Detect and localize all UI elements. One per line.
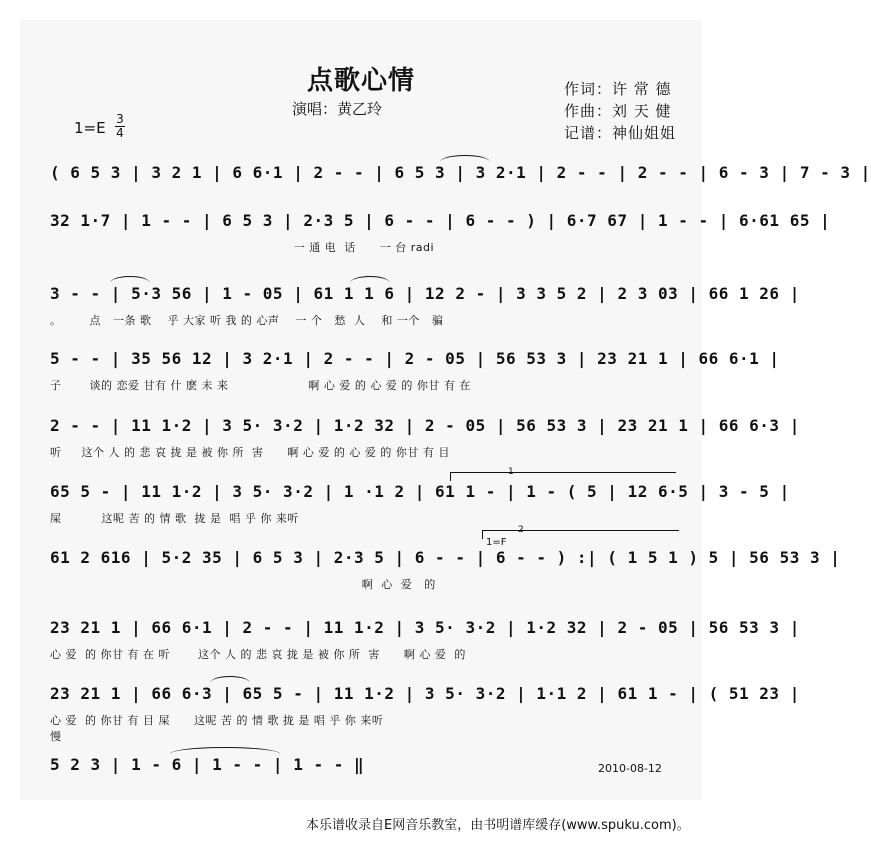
transcriber-credit: 记谱：神仙姐姐 — [564, 124, 677, 142]
time-signature-top: 3 — [116, 112, 124, 126]
singer-credit: 演唱：黄乙玲 — [292, 100, 383, 118]
second-ending-label: 2 — [518, 525, 524, 535]
key-change: 1=F — [486, 537, 507, 548]
second-ending-bracket — [482, 530, 679, 539]
composer-credit: 作曲：刘 天 健 — [564, 102, 672, 120]
time-signature-bottom: 4 — [116, 126, 124, 140]
notation-line: ( 6 5 3 | 3 2 1 | 6 6·1 | 2 - - | 6 5 3 | 3 2·1 | 2 - - | 2 - - | 6 - 3 | 7 - 3 | — [50, 163, 871, 182]
lyric-line — [50, 783, 680, 799]
lyricist-credit: 作词：许 常 德 — [564, 80, 672, 98]
date-stamp: 2010-08-12 — [598, 762, 662, 775]
lyric-line: 心 爱 的 你甘 有 目 屎 这呢 苦 的 情 歌 拢 是 唱 乎 你 来听 — [50, 714, 384, 727]
notation-line: 5 - - | 35 56 12 | 3 2·1 | 2 - - | 2 - 05 | 56 53 3 | 23 21 1 | 66 6·1 | — [50, 349, 780, 368]
tie-arc — [170, 747, 280, 754]
lyric-line: 。 点 一条 歌 乎 大家 听 我 的 心声 一 个 愁 人 和 一个 骗 — [50, 314, 444, 327]
tie-arc — [350, 276, 390, 283]
notation-line: 5 2 3 | 1 - 6 | 1 - - | 1 - - ‖ — [50, 755, 365, 774]
key-signature: 1=E — [74, 119, 106, 137]
lyric-line-tempo: 慢 — [50, 730, 62, 743]
tie-arc — [210, 676, 250, 683]
tie-arc — [110, 276, 150, 283]
lyric-line: 听 这个 人 的 悲 哀 拢 是 被 你 所 害 啊 心 爱 的 心 爱 的 你甘 有 目 — [50, 446, 450, 459]
notation-line: 65 5 - | 11 1·2 | 3 5· 3·2 | 1 ·1 2 | 61 1 - | 1 - ( 5 | 12 6·5 | 3 - 5 | — [50, 482, 790, 501]
lyric-line: 子 谈的 恋爱 甘有 什 麽 未 来 啊 心 爱 的 心 爱 的 你甘 有 在 — [50, 379, 471, 392]
notation-line: 3 - - | 5·3 56 | 1 - 05 | 61 1 1 6 | 12 2 - | 3 3 5 2 | 2 3 03 | 66 1 26 | — [50, 284, 800, 303]
lyric-line: 一 通 电 话 一 台 radi — [50, 241, 435, 254]
time-signature — [114, 114, 126, 139]
song-title: 点歌心情 — [306, 66, 415, 96]
score-sheet — [20, 20, 871, 800]
notation-line: 2 - - | 11 1·2 | 3 5· 3·2 | 1·2 32 | 2 - 05 | 56 53 3 | 23 21 1 | 66 6·3 | — [50, 416, 800, 435]
lyric-line: 屎 这呢 苦 的 情 歌 拢 是 唱 乎 你 来听 — [50, 512, 299, 525]
first-ending-label: 1 — [508, 467, 514, 477]
tie-arc — [440, 155, 490, 162]
notation-line: 32 1·7 | 1 - - | 6 5 3 | 2·3 5 | 6 - - | 6 - - ) | 6·7 67 | 1 - - | 6·61 65 | — [50, 211, 831, 230]
first-ending-bracket — [450, 472, 676, 481]
source-footer: 本乐谱收录自E网音乐教室，由书明谱库缓存(www.spuku.com)。 — [306, 818, 690, 833]
notation-line: 23 21 1 | 66 6·3 | 65 5 - | 11 1·2 | 3 5· 3·2 | 1·1 2 | 61 1 - | ( 51 23 | — [50, 684, 800, 703]
lyric-line: 啊 心 爱 的 — [50, 578, 436, 591]
lyric-line — [50, 191, 680, 207]
notation-line: 23 21 1 | 66 6·1 | 2 - - | 11 1·2 | 3 5· 3·2 | 1·2 32 | 2 - 05 | 56 53 3 | — [50, 618, 800, 637]
notation-line: 61 2 616 | 5·2 35 | 6 5 3 | 2·3 5 | 6 - - | 6 - - ) :| ( 1 5 1 ) 5 | 56 53 3 | — [50, 548, 841, 567]
lyric-line: 心 爱 的 你甘 有 在 听 这个 人 的 悲 哀 拢 是 被 你 所 害 啊 心 爱 的 — [50, 648, 466, 661]
